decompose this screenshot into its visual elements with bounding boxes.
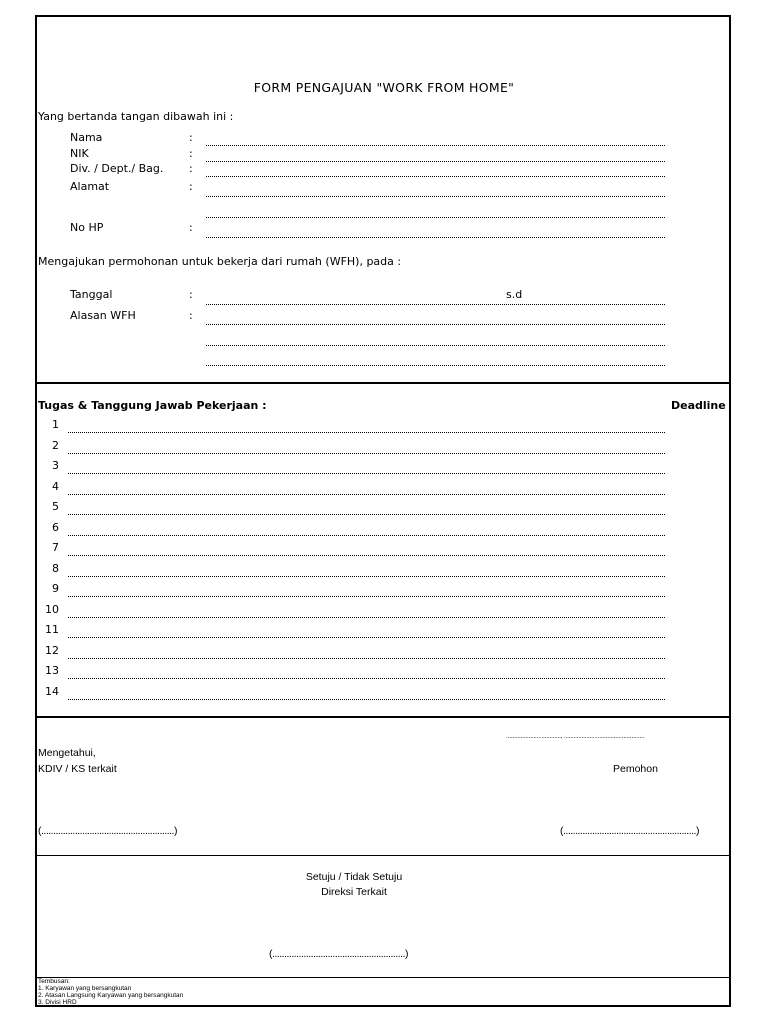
task-line[interactable] <box>68 576 665 577</box>
alasan-field-1[interactable] <box>206 324 665 325</box>
task-number: 5 <box>52 500 59 513</box>
pemohon-label: Pemohon <box>613 763 658 775</box>
colon: : <box>189 309 193 322</box>
task-line[interactable] <box>68 637 665 638</box>
task-line[interactable] <box>68 596 665 597</box>
alamat-field-2[interactable] <box>206 217 665 218</box>
colon: : <box>189 131 193 144</box>
label-nama: Nama <box>70 131 103 144</box>
label-alamat: Alamat <box>70 180 110 193</box>
tembusan-item: 2. Atasan Langsung Karyawan yang bersangkutan <box>38 992 184 999</box>
form-title: FORM PENGAJUAN "WORK FROM HOME" <box>253 80 515 95</box>
tembusan-label: Tembusan: <box>38 978 70 985</box>
intro-text: Yang bertanda tangan dibawah ini : <box>38 110 234 123</box>
colon: : <box>189 288 193 301</box>
task-line[interactable] <box>68 535 665 536</box>
label-div: Div. / Dept./ Bag. <box>70 162 164 175</box>
task-number: 1 <box>52 418 59 431</box>
task-number: 2 <box>52 438 59 452</box>
kdiv-signature[interactable]: (.......................................................) <box>38 825 177 837</box>
tanggal-field[interactable] <box>206 304 665 305</box>
alasan-field-2[interactable] <box>206 345 665 346</box>
task-line[interactable] <box>68 658 665 659</box>
task-number: 14 <box>45 684 59 698</box>
colon: : <box>189 221 193 234</box>
task-number: 11 <box>45 623 59 636</box>
task-line[interactable] <box>68 555 665 556</box>
task-number: 7 <box>52 541 59 554</box>
nama-field[interactable] <box>206 145 665 146</box>
setuju-label: Setuju / Tidak Setuju <box>305 871 403 883</box>
alamat-field-1[interactable] <box>206 196 665 197</box>
section-divider <box>35 716 731 718</box>
date-place-line[interactable]: .................................., .................................................. <box>506 733 645 740</box>
task-line[interactable] <box>68 699 665 700</box>
label-alasan: Alasan WFH <box>70 309 136 322</box>
mengetahui-label: Mengetahui, <box>38 747 96 759</box>
colon: : <box>189 162 193 175</box>
div-field[interactable] <box>206 176 665 177</box>
task-number: 9 <box>52 582 59 595</box>
task-line[interactable] <box>68 617 665 618</box>
task-number: 10 <box>45 602 59 616</box>
no-hp-field[interactable] <box>206 237 665 238</box>
request-text: Mengajukan permohonan untuk bekerja dari rumah (WFH), pada : <box>38 255 402 268</box>
direksi-signature[interactable]: (.......................................................) <box>269 948 408 960</box>
label-nik: NIK <box>70 147 89 160</box>
tembusan-item: 1. Karyawan yang bersangkutan <box>38 985 132 992</box>
task-number: 8 <box>52 561 59 575</box>
direksi-label: Direksi Terkait <box>321 886 387 898</box>
task-line[interactable] <box>68 453 665 454</box>
tasks-header: Tugas & Tanggung Jawab Pekerjaan : <box>38 399 267 412</box>
task-number: 12 <box>45 643 59 657</box>
section-divider <box>35 382 731 384</box>
task-line[interactable] <box>68 432 665 433</box>
colon: : <box>189 147 193 160</box>
tembusan-item: 3. Divisi HRD <box>38 999 77 1006</box>
label-no-hp: No HP <box>70 221 104 234</box>
alasan-field-3[interactable] <box>206 365 665 366</box>
task-line[interactable] <box>68 678 665 679</box>
pemohon-signature[interactable]: (.......................................................) <box>560 825 699 837</box>
label-tanggal: Tanggal <box>70 288 113 301</box>
task-number: 4 <box>52 479 59 493</box>
kdiv-label: KDIV / KS terkait <box>38 763 117 775</box>
sd-label: s.d <box>506 288 523 301</box>
task-line[interactable] <box>68 473 665 474</box>
task-number: 6 <box>52 520 59 534</box>
task-line[interactable] <box>68 514 665 515</box>
task-number: 13 <box>45 664 59 677</box>
nik-field[interactable] <box>206 161 665 162</box>
task-number: 3 <box>52 459 59 472</box>
task-line[interactable] <box>68 494 665 495</box>
deadline-header: Deadline <box>671 399 726 412</box>
section-divider <box>35 855 731 856</box>
colon: : <box>189 180 193 193</box>
section-divider <box>35 977 731 978</box>
